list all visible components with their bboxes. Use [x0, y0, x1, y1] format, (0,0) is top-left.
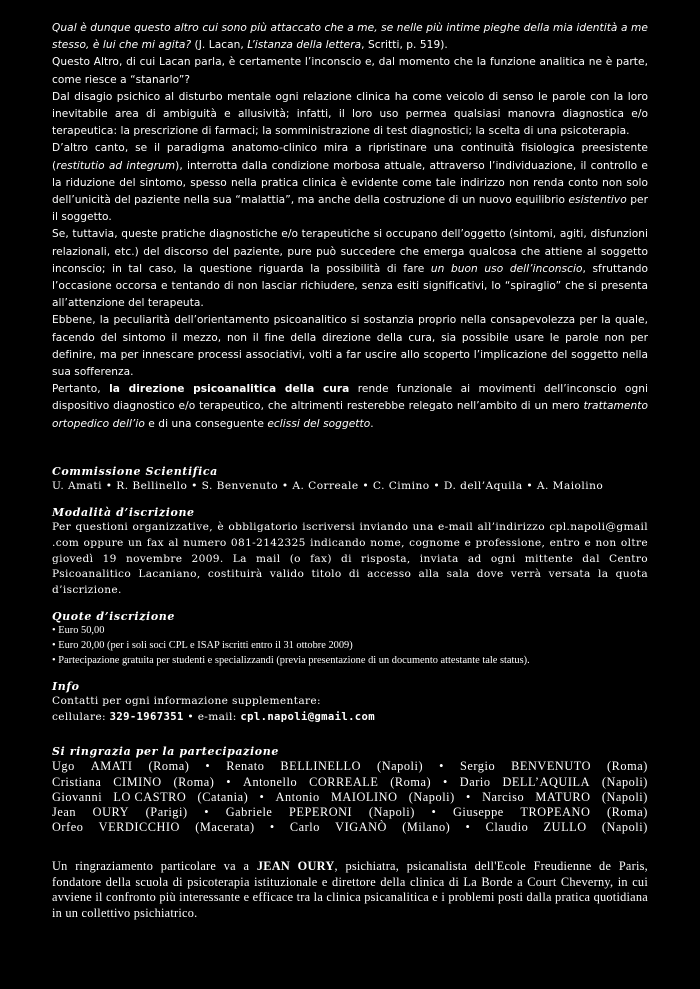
quote-italic: Qual è dunque questo altro cui sono più attaccato che a me, se nelle più intime pieghe della mia identità a me stesso, è lui che mi agita?	[52, 22, 648, 52]
name-token: Orfeo	[52, 820, 84, 835]
names-row	[52, 805, 648, 820]
name-token: OURY	[92, 805, 130, 820]
p5-italic: un buon uso dell’inconscio	[430, 262, 583, 275]
name-token: (Roma)	[607, 805, 648, 820]
quote-ref-1: (J. Lacan,	[191, 39, 248, 52]
name-token: Dario	[459, 774, 491, 789]
p4-italic-1: restitutio ad integrum	[56, 159, 176, 172]
name-token: Giuseppe	[452, 805, 504, 820]
name-token: (Napoli)	[601, 774, 648, 789]
name-token: ZULLO	[543, 820, 587, 835]
p7-d: e di una conseguente	[144, 417, 268, 430]
essay-paragraph-7	[52, 381, 648, 433]
name-token: Cristiana	[52, 774, 102, 789]
name-token: •	[439, 759, 444, 774]
name-token: VIGANÒ	[335, 820, 387, 835]
commission-members: U. Amati • R. Bellinello • S. Benvenuto • A. Correale • C. Cimino • D. dell’Aquila • A. Maiolino	[52, 479, 604, 492]
name-token: (Catania)	[197, 789, 249, 804]
fee-item: • Partecipazione gratuita per studenti e specializzandi (previa presentazione di un documento attestante tale status).	[52, 654, 530, 666]
name-token: VERDICCHIO	[98, 820, 180, 835]
thanks-names	[52, 759, 648, 835]
name-token: •	[259, 789, 265, 804]
fees-section	[52, 610, 648, 668]
name-token: (Roma)	[148, 759, 190, 774]
p7-bold: la direzione psicoanalitica della cura	[109, 383, 350, 396]
name-token: (Parigi)	[145, 805, 188, 820]
name-token: CORREALE	[309, 774, 379, 789]
name-token: Renato	[226, 759, 265, 774]
name-token: •	[466, 789, 471, 804]
quote-ref-2: , Scritti, p. 519).	[361, 39, 448, 52]
name-token: (Napoli)	[377, 759, 424, 774]
name-token: •	[431, 805, 437, 820]
name-token: PEPERONI	[289, 805, 353, 820]
name-token: CIMINO	[113, 774, 162, 789]
name-token: BENVENUTO	[511, 759, 592, 774]
name-token: Narciso	[482, 789, 525, 804]
commission-title: Commissione Scientifica	[52, 464, 218, 478]
names-row	[52, 759, 648, 774]
name-token: (Milano)	[402, 820, 451, 835]
name-token: (Napoli)	[408, 789, 455, 804]
name-token: •	[226, 774, 232, 789]
p7-a: Pertanto,	[52, 383, 110, 396]
essay	[52, 20, 648, 433]
essay-paragraph-2: Questo Altro, di cui Lacan parla, è certamente l’inconscio e, dal momento che la funzione analitica ne è parte, come riesce a “stanarlo”?	[52, 56, 648, 86]
essay-paragraph-5	[52, 226, 648, 312]
fees-title: Quote d’iscrizione	[52, 610, 175, 624]
p4-c: per il soggetto.	[52, 194, 648, 224]
name-token: Antonio	[275, 789, 320, 804]
registration-section	[52, 506, 648, 598]
registration-title: Modalità d’iscrizione	[52, 506, 195, 520]
name-token: TROPEANO	[520, 805, 591, 820]
commission-section	[52, 465, 648, 495]
p4-a: D’altro canto, se il paradigma anatomo-clinico mira a ripristinare una continuità fisiologica preesistente (	[52, 142, 648, 172]
info-line: Contatti per ogni informazione supplementare:	[52, 695, 321, 708]
p4-italic-2: esistentivo	[568, 194, 627, 207]
p7-italic-1: trattamento ortopedico dell’io	[52, 400, 648, 430]
fee-item: • Euro 20,00 (per i soli soci CPL e ISAP iscritti entro il 31 ottobre 2009)	[52, 640, 353, 652]
name-token: (Roma)	[607, 759, 648, 774]
name-token: BELLINELLO	[280, 759, 362, 774]
contact-line	[52, 710, 648, 726]
name-token: Carlo	[289, 820, 320, 835]
p7-italic-2: eclissi del soggetto	[267, 417, 371, 430]
name-token: Antonello	[243, 774, 298, 789]
essay-paragraph-4	[52, 140, 648, 226]
essay-paragraph-3: Dal disagio psichico al disturbo mentale ogni relazione clinica ha come veicolo di senso le parole con la loro inevitabile area di ambiguità e allusività; infatti, il loro uso permea qualsiasi manovra diagnostica e/o terapeutica: la prescrizione di farmaci; la somministrazione di test diagnostici; la scelta di una psicoterapia.	[52, 90, 648, 138]
thanks-title: Si ringrazia per la partecipazione	[52, 745, 279, 759]
quote-ref-title: L’istanza della lettera	[247, 39, 362, 52]
fees-list	[52, 624, 648, 668]
name-token: DELL’AQUILA	[502, 774, 590, 789]
name-token: (Roma)	[173, 774, 215, 789]
name-token: Sergio	[459, 759, 496, 774]
email-address: cpl.napoli@gmail.com	[240, 710, 375, 723]
info-section	[52, 680, 648, 725]
name-token: Jean	[52, 805, 77, 820]
name-token: MAIOLINO	[330, 789, 398, 804]
phone-label: cellulare:	[52, 710, 110, 723]
name-token: LO CASTRO	[113, 789, 187, 804]
closing-a: Un ringraziamento particolare va a	[52, 859, 257, 874]
p5-a: Se, tuttavia, queste pratiche diagnostiche e/o terapeutiche si occupano dell’oggetto (sintomi, agiti, disfunzioni relazionali, etc.) del discorso del paziente, pure può succedere che emerga qualcosa che attiene al soggetto inconscio; in tal caso, la questione riguarda la possibilità di fare	[52, 228, 648, 275]
name-token: (Napoli)	[601, 789, 648, 804]
name-token: •	[204, 805, 210, 820]
name-token: (Napoli)	[368, 805, 415, 820]
name-token: Ugo	[52, 759, 75, 774]
names-row	[52, 820, 648, 835]
essay-paragraph-6: Ebbene, la peculiarità dell’orientamento psicoanalitico si sostanzia proprio nella consapevolezza per la quale, facendo del sintomo il mezzo, non il fine della direzione della cura, sia possibile usare le parole non per definire, ma per innescare processi associativi, volti a far uscire allo scoperto l’implicazione del soggetto nella sua sofferenza.	[52, 314, 648, 379]
names-row	[52, 790, 648, 805]
p7-e: .	[370, 417, 374, 430]
name-token: AMATI	[90, 759, 133, 774]
name-token: •	[269, 820, 275, 835]
name-token: •	[465, 820, 471, 835]
name-token: Gabriele	[225, 805, 273, 820]
name-token: (Napoli)	[601, 820, 648, 835]
thanks-section	[52, 745, 648, 835]
name-token: Claudio	[485, 820, 529, 835]
name-token: Giovanni	[52, 789, 103, 804]
name-token: (Macerata)	[195, 820, 255, 835]
info-title: Info	[52, 680, 80, 694]
fee-item: • Euro 50,00	[52, 625, 105, 637]
email-label: • e-mail:	[183, 710, 241, 723]
name-token: (Roma)	[390, 774, 432, 789]
name-token: •	[443, 774, 448, 789]
names-row	[52, 775, 648, 790]
name-token: •	[205, 759, 211, 774]
p5-b: , sfruttando l’occasione occorsa e tentando di non lasciar richiudere, senza esiti significativi, lo “spiraglio” che si presenta all’attenzione del terapeuta.	[52, 262, 649, 310]
name-token: MATURO	[535, 789, 591, 804]
closing-c: , psichiatra, psicanalista dell'Ecole Freudienne de Paris, fondatore della scuola di psicoterapia istituzionale e direttore della clinica di La Borde a Court Cheverny, in cui avviene il confronto più interessante e efficace tra la clinica psicanalitica e i problemi posti dalla pratica quotidiana in un collettivo psichiatrico.	[52, 859, 648, 920]
closing-name: JEAN OURY	[256, 859, 335, 874]
closing-paragraph	[52, 859, 648, 921]
p4-b: ), interrotta dalla condizione morbosa attuale, attraverso l’individuazione, il controllo e la riduzione del sintomo, spesso nella pratica clinica è evidente come tale indirizzo non renda conto non solo dell’unicità del paziente nella sua “malattia”, ma anche della costruzione di un nuovo equilibrio	[52, 159, 648, 207]
essay-quote	[52, 20, 648, 54]
p7-c: rende funzionale ai movimenti dell’inconscio ogni dispositivo diagnostico e/o terapeutico, che altrimenti resterebbe relegato nell’ambito di un mero	[52, 383, 648, 413]
phone-number: 329-1967351	[109, 710, 184, 723]
registration-text: Per questioni organizzative, è obbligatorio iscriversi inviando una e-mail all’indirizzo cpl.napoli@gmail .com oppure un fax al numero 081-2142325 indicando nome, cognome e professione, entro e non oltre giovedì 19 novembre 2009. La mail (o fax) di risposta, inviata ad ogni mittente dal Centro Psicoanalitico Lacaniano, costituirà valido titolo di accesso alla sala dove verrà versata la quota d’iscrizione.	[52, 521, 648, 596]
